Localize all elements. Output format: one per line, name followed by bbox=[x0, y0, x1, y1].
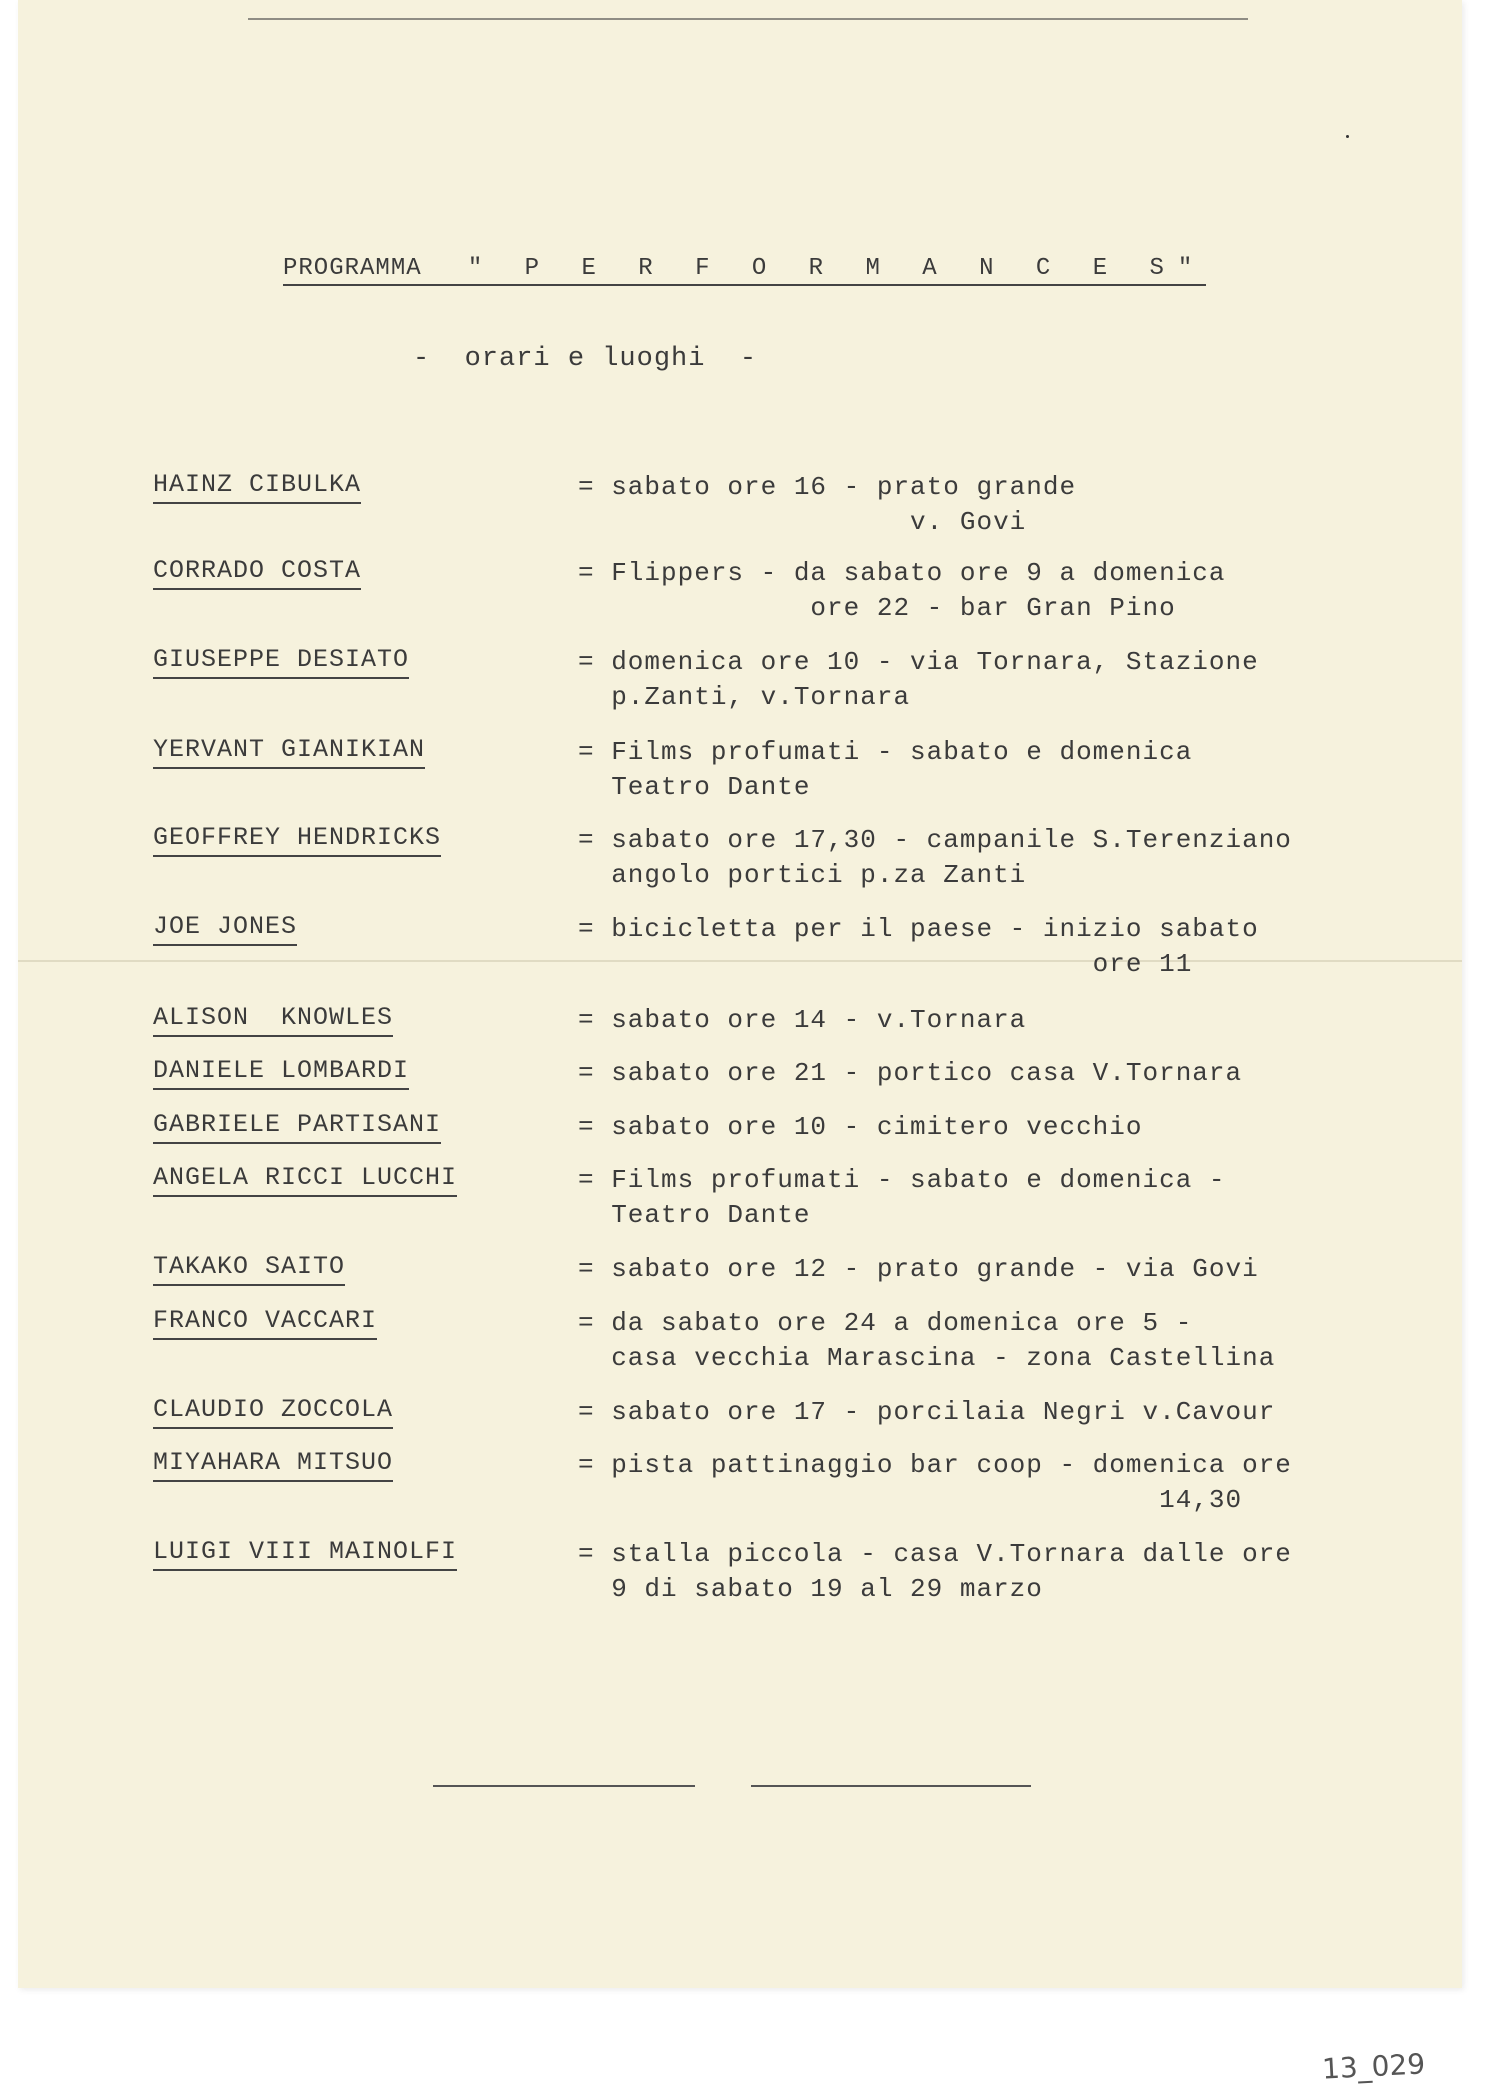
schedule-text bbox=[578, 735, 1192, 805]
title-prefix: PROGRAMMA bbox=[283, 255, 422, 282]
page-subtitle: - orari e luoghi - bbox=[413, 344, 758, 374]
sheet-top-edge bbox=[248, 0, 1248, 20]
schedule-text bbox=[578, 1003, 1026, 1038]
schedule-line: = Films profumati - sabato e domenica - bbox=[578, 1165, 1226, 1195]
artist-name: YERVANT GIANIKIAN bbox=[153, 735, 425, 769]
schedule-text bbox=[578, 1110, 1143, 1145]
schedule-line: angolo portici p.za Zanti bbox=[578, 860, 1027, 890]
signature-line-right bbox=[751, 1785, 1031, 1787]
schedule-line: = da sabato ore 24 a domenica ore 5 - bbox=[578, 1308, 1193, 1338]
schedule-line: = pista pattinaggio bar coop - domenica ore bbox=[578, 1450, 1292, 1480]
schedule-line: Teatro Dante bbox=[578, 772, 811, 802]
schedule-line: = sabato ore 17,30 - campanile S.Terenziano bbox=[578, 825, 1292, 855]
schedule-text bbox=[578, 1537, 1292, 1607]
schedule-line: ore 11 bbox=[578, 949, 1193, 979]
schedule-line: ore 22 - bar Gran Pino bbox=[578, 593, 1176, 623]
artist-name: MIYAHARA MITSUO bbox=[153, 1448, 393, 1482]
title-quoted: " P E R F O R M A N C E S" bbox=[467, 255, 1207, 282]
ink-speck bbox=[1346, 135, 1349, 138]
artist-name: GEOFFREY HENDRICKS bbox=[153, 823, 441, 857]
schedule-text bbox=[578, 912, 1259, 982]
schedule-line: = bicicletta per il paese - inizio sabato bbox=[578, 914, 1259, 944]
artist-name: DANIELE LOMBARDI bbox=[153, 1056, 409, 1090]
artist-name: ANGELA RICCI LUCCHI bbox=[153, 1163, 457, 1197]
schedule-text bbox=[578, 1056, 1242, 1091]
artist-name: CLAUDIO ZOCCOLA bbox=[153, 1395, 393, 1429]
schedule-line: = Flippers - da sabato ore 9 a domenica bbox=[578, 558, 1226, 588]
artist-name: ALISON KNOWLES bbox=[153, 1003, 393, 1037]
archive-number: 13_029 bbox=[1321, 2047, 1426, 2086]
schedule-line: = stalla piccola - casa V.Tornara dalle ore bbox=[578, 1539, 1292, 1569]
schedule-line: Teatro Dante bbox=[578, 1200, 811, 1230]
schedule-line: casa vecchia Marascina - zona Castellina bbox=[578, 1343, 1276, 1373]
schedule-line: 14,30 bbox=[578, 1485, 1243, 1515]
typewritten-sheet bbox=[18, 0, 1462, 1988]
schedule-line: = Films profumati - sabato e domenica bbox=[578, 737, 1193, 767]
schedule-line: 9 di sabato 19 al 29 marzo bbox=[578, 1574, 1043, 1604]
schedule-text bbox=[578, 470, 1076, 540]
schedule-text bbox=[578, 823, 1292, 893]
artist-name: GABRIELE PARTISANI bbox=[153, 1110, 441, 1144]
artist-name: TAKAKO SAITO bbox=[153, 1252, 345, 1286]
schedule-line: p.Zanti, v.Tornara bbox=[578, 682, 911, 712]
schedule-text bbox=[578, 1395, 1275, 1430]
artist-name: LUIGI VIII MAINOLFI bbox=[153, 1537, 457, 1571]
schedule-line: = sabato ore 12 - prato grande - via Govi bbox=[578, 1254, 1259, 1284]
schedule-line: v. Govi bbox=[578, 507, 1027, 537]
signature-line-left bbox=[433, 1785, 695, 1787]
schedule-text bbox=[578, 645, 1259, 715]
artist-name: HAINZ CIBULKA bbox=[153, 470, 361, 504]
artist-name: JOE JONES bbox=[153, 912, 297, 946]
schedule-line: = sabato ore 17 - porcilaia Negri v.Cavour bbox=[578, 1397, 1276, 1427]
schedule-text bbox=[578, 1163, 1226, 1233]
schedule-text bbox=[578, 556, 1226, 626]
artist-name: CORRADO COSTA bbox=[153, 556, 361, 590]
artist-name: FRANCO VACCARI bbox=[153, 1306, 377, 1340]
schedule-line: = sabato ore 14 - v.Tornara bbox=[578, 1005, 1027, 1035]
schedule-line: = sabato ore 10 - cimitero vecchio bbox=[578, 1112, 1143, 1142]
schedule-line: = sabato ore 16 - prato grande bbox=[578, 472, 1077, 502]
artist-name: GIUSEPPE DESIATO bbox=[153, 645, 409, 679]
schedule-text bbox=[578, 1252, 1259, 1287]
schedule-text bbox=[578, 1448, 1292, 1518]
schedule-line: = domenica ore 10 - via Tornara, Stazione bbox=[578, 647, 1259, 677]
schedule-line: = sabato ore 21 - portico casa V.Tornara bbox=[578, 1058, 1243, 1088]
page-title bbox=[283, 255, 1206, 286]
schedule-text bbox=[578, 1306, 1275, 1376]
